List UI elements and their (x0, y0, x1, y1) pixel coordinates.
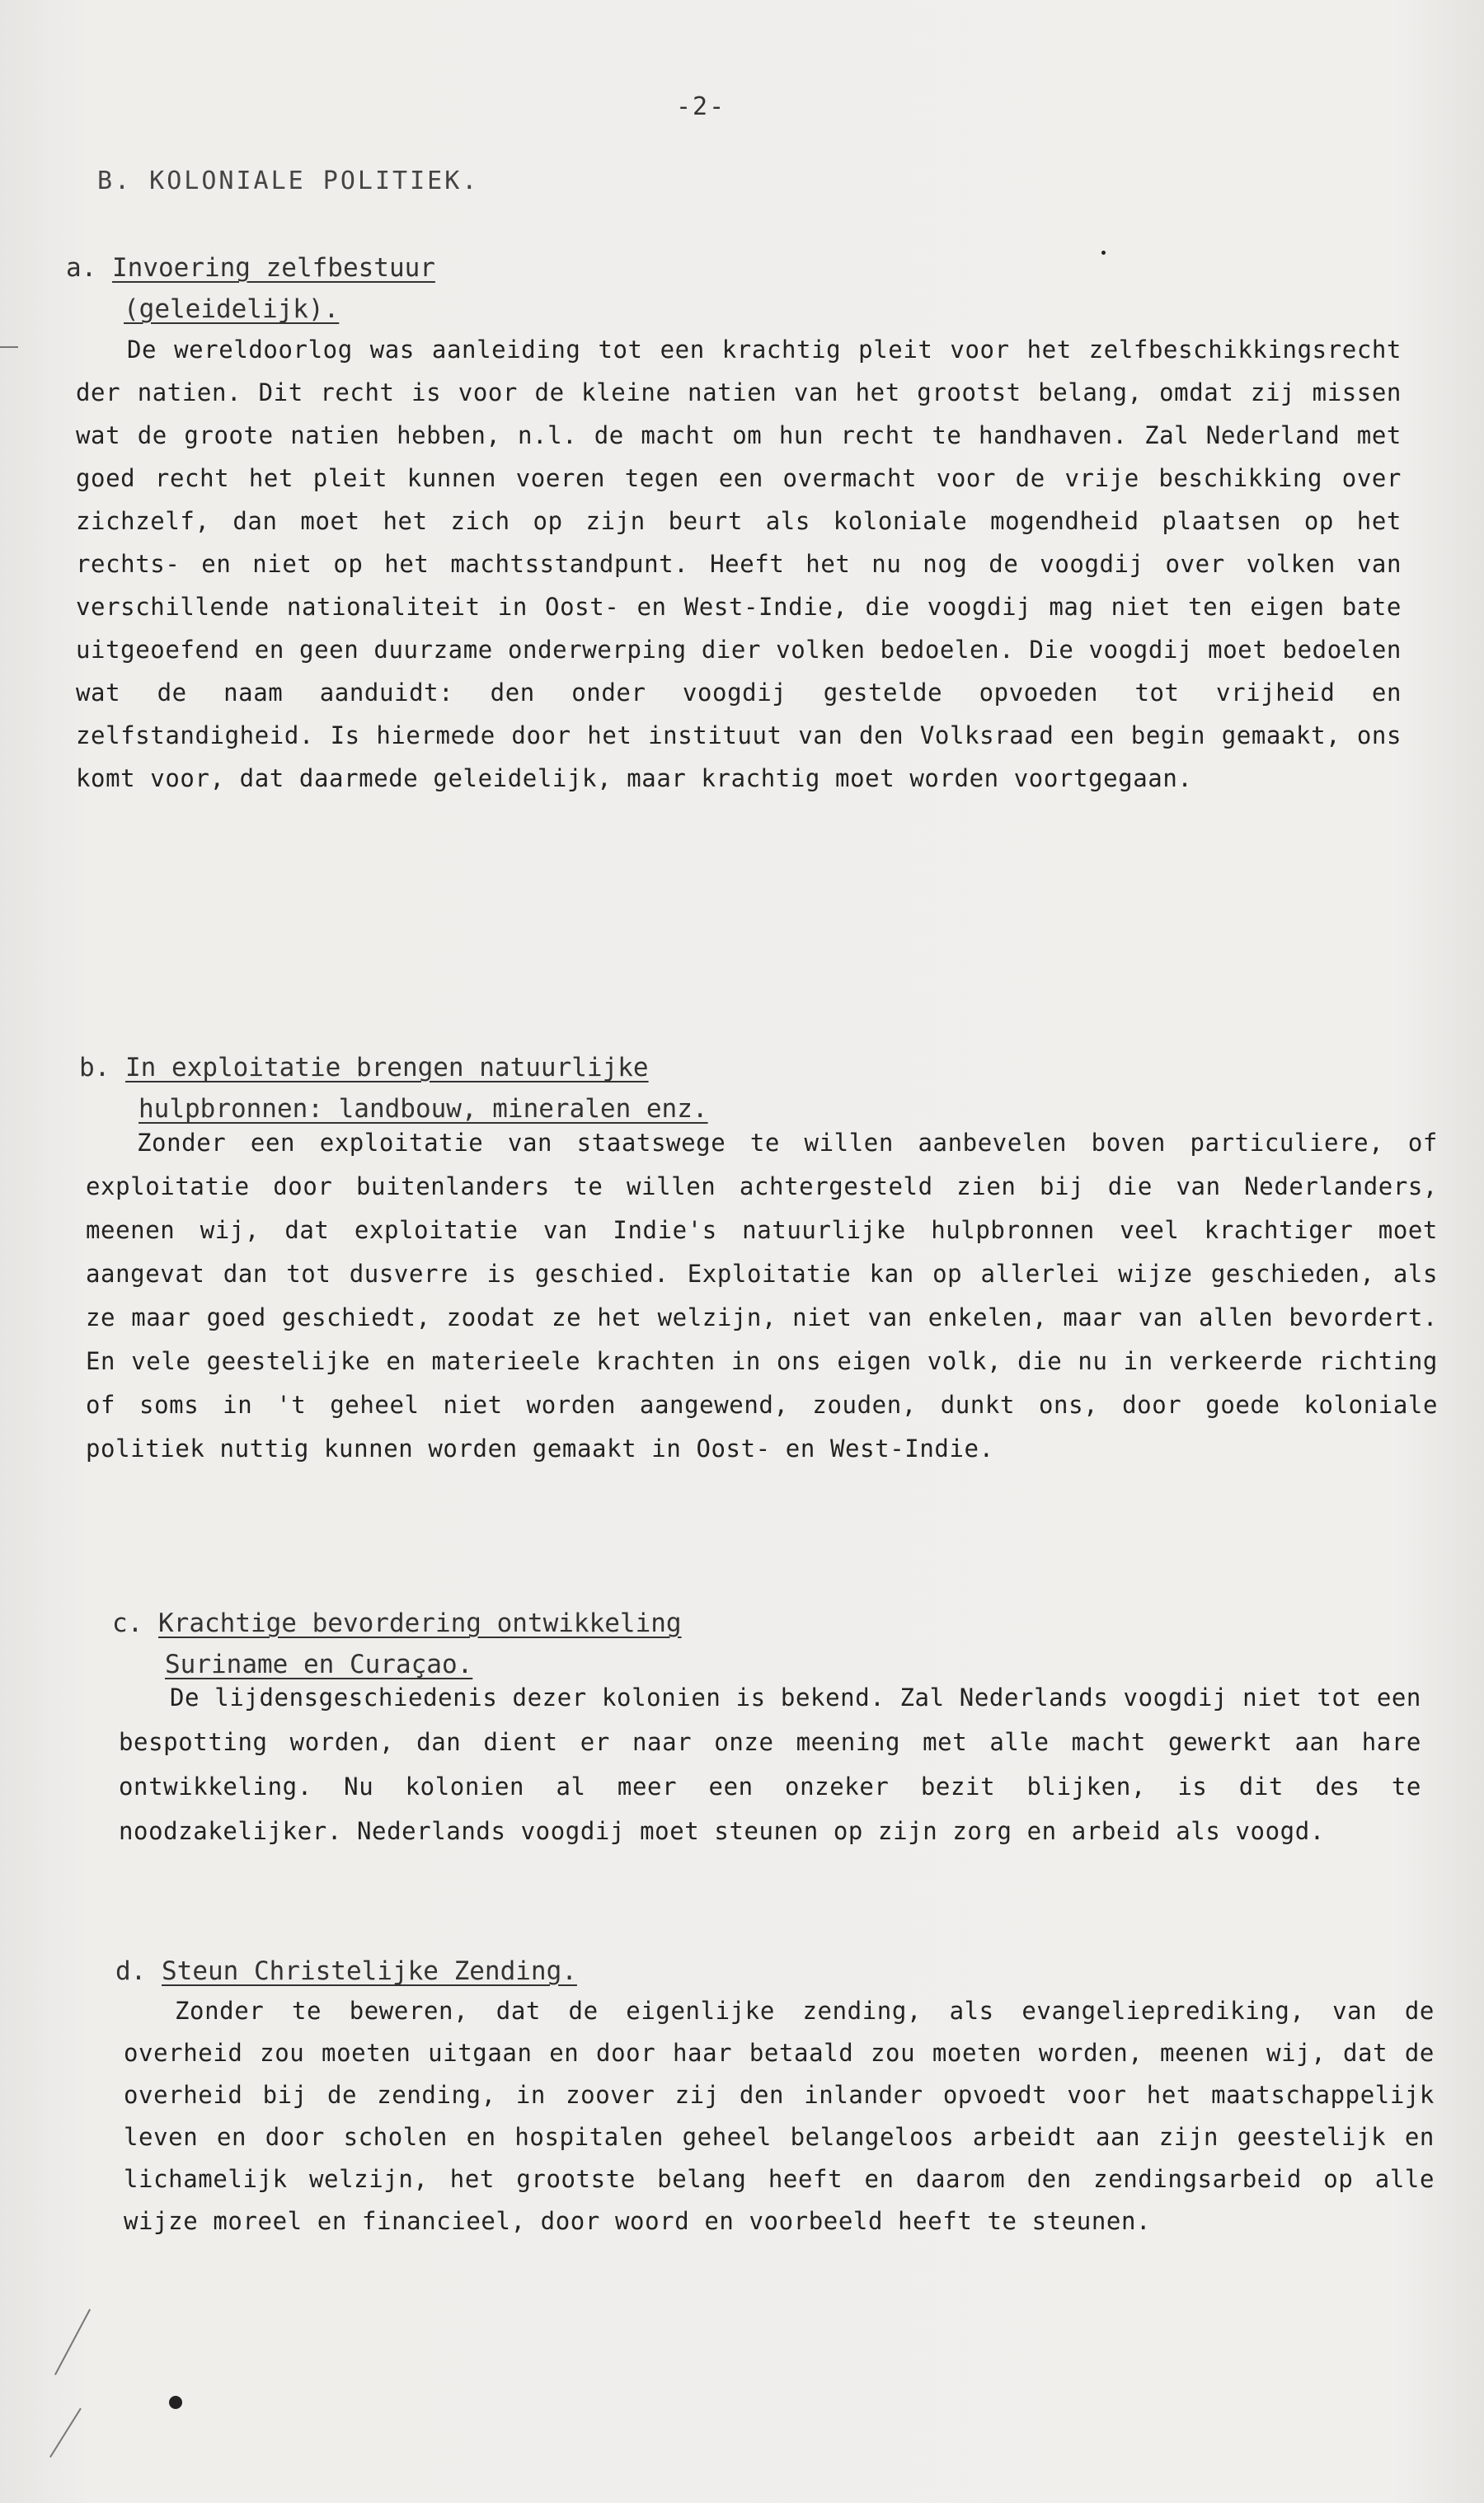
section-d-body: Zonder te beweren, dat de eigenlijke zending, als evangelieprediking, van de overheid zou moeten uitgaan en door haar betaald zou moeten worden, meenen wij, dat de overheid bij de zending, in zoover zij den inlander opvoedt voor het maatschappelijk leven en door scholen en hospitalen geheel belangeloos arbeidt aan zijn geestelijk en lichamelijk welzijn, het grootste belang heeft en daarom den zendingsarbeid op alle wijze moreel en financieel, door woord en voorbeeld heeft te steunen. (124, 1997, 1435, 2235)
section-a-body: De wereldoorlog was aanleiding tot een krachtig pleit voor het zelfbeschikkingsrecht der natien. Dit recht is voor de kleine natien van het grootst belang, omdat zij missen wat de groote natien hebben, n.l. de macht om hun recht te handhaven. Zal Nederland met goed recht het pleit kunnen voeren tegen een overmacht voor de vrije beschikking over zichzelf, dan moet het zich op zijn beurt als koloniale mogendheid plaatsen op het rechts- en niet op het machtsstandpunt. Heeft het nu nog de voogdij over volken van verschillende nationaliteit in Oost- en West-Indie, die voogdij mag niet ten eigen bate uitgeoefend en geen duurzame onderwerping dier volken bedoelen. Die voogdij moet bedoelen wat de naam aanduidt: den onder voogdij gestelde opvoeden tot vrijheid en zelfstandigheid. Is hiermede door het instituut van den Volksraad een begin gemaakt, ons komt voor, dat daarmede geleidelijk, maar krachtig moet worden voortgegaan. (76, 336, 1402, 792)
section-b-letter: b. (79, 1053, 110, 1082)
section-c-body: De lijdensgeschiedenis dezer kolonien is bekend. Zal Nederlands voogdij niet tot een bespotting worden, dan dient er naar onze meening met alle macht gewerkt aan hare ontwikkeling. Nu kolonien al meer een onzeker bezit blijken, is dit des te noodzakelijker. Nederlands voogdij moet steunen op zijn zorg en arbeid als voogd. (119, 1684, 1421, 1845)
section-c-title-line1: Krachtige bevordering ontwikkeling (158, 1608, 682, 1638)
section-b-title-line1: In exploitatie brengen natuurlijke (125, 1053, 649, 1082)
section-heading-koloniale-politiek: B. KOLONIALE POLITIEK. (97, 167, 480, 195)
section-a-letter: a. (66, 253, 97, 283)
section-b-body: Zonder een exploitatie van staatswege te willen aanbevelen boven particuliere, of exploitatie door buitenlanders te willen achtergesteld zien bij die van Nederlanders, meenen wij, dat exploitatie van Indie's natuurlijke hulpbronnen veel krachtiger moet aangevat dan tot dusverre is geschied. Exploitatie kan op allerlei wijze geschieden, als ze maar goed geschiedt, zoodat ze het welzijn, niet van enkelen, maar van allen bevordert. En vele geestelijke en materieele krachten in ons eigen volk, die nu in verkeerde richting of soms in 't geheel niet worden aangewend, zouden, dunkt ons, door goede koloniale politiek nuttig kunnen worden gemaakt in Oost- en West-Indie. (86, 1129, 1438, 1463)
section-d-letter: d. (115, 1956, 147, 1986)
margin-pencil-mark-lower (49, 2408, 82, 2458)
section-a-heading (66, 247, 435, 330)
section-b-heading (79, 1047, 708, 1129)
section-a-title-line2: (geleidelijk). (124, 294, 340, 324)
section-a-title-line1: Invoering zelfbestuur (112, 253, 435, 283)
section-b-title-line2: hulpbronnen: landbouw, mineralen enz. (139, 1094, 708, 1124)
edge-mark (0, 346, 18, 348)
section-d-heading (115, 1951, 577, 1992)
margin-pencil-mark (54, 2309, 91, 2375)
ink-speck (1101, 251, 1106, 255)
section-c-heading (112, 1603, 682, 1685)
ink-spot (169, 2396, 182, 2409)
section-d-title-line1: Steun Christelijke Zending. (162, 1956, 577, 1986)
page-number: -2- (676, 92, 726, 121)
section-c-title-line2: Suriname en Curaçao. (165, 1650, 473, 1679)
section-c-letter: c. (112, 1608, 143, 1638)
